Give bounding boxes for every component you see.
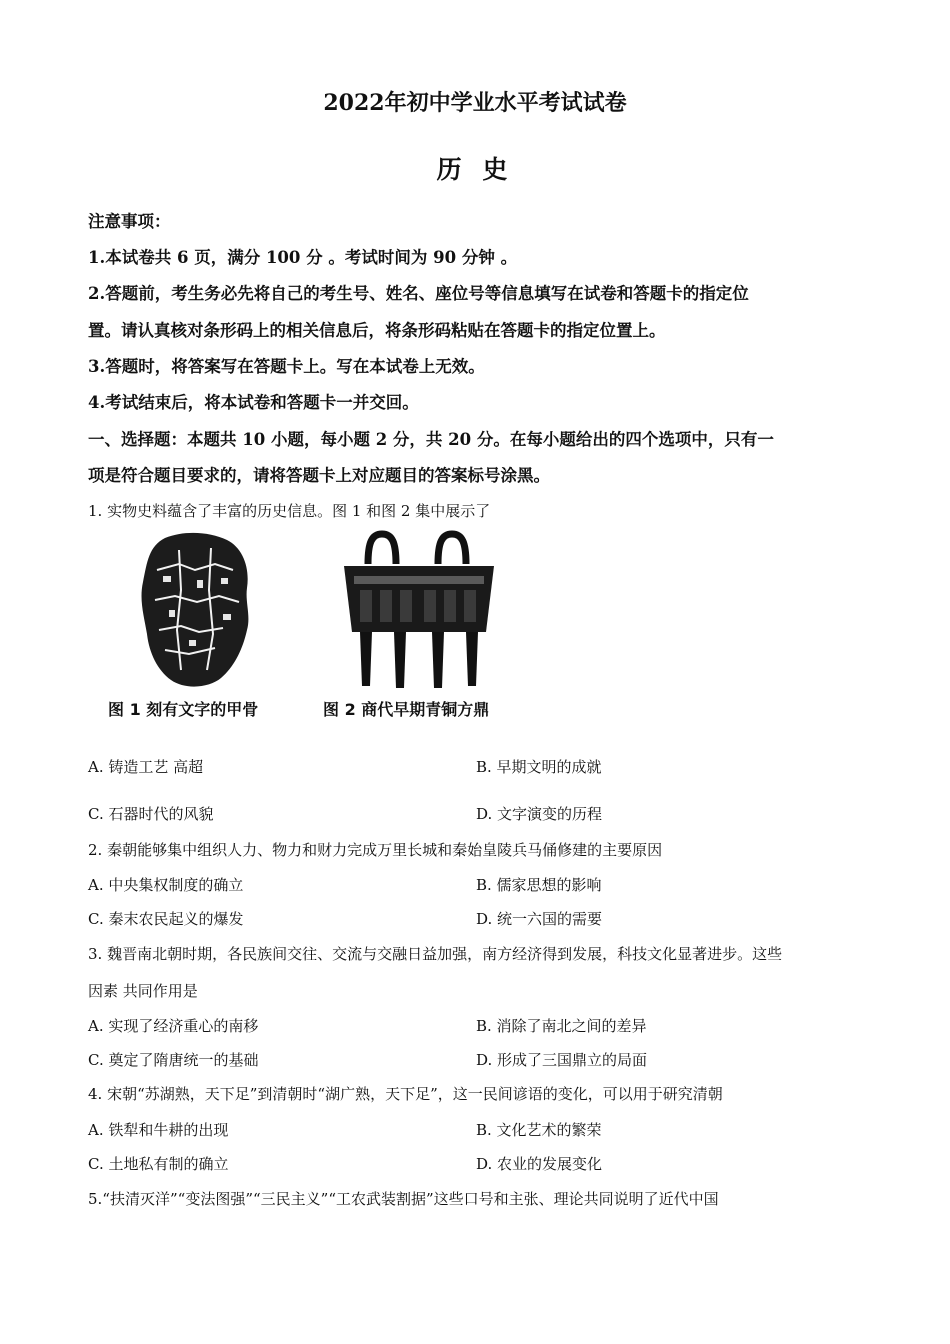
notice-item: 3.答题时，将答案写在答题卡上。写在本试卷上无效。 [88,357,485,376]
question-4-option-d[interactable]: D. 农业的发展变化 [476,1155,603,1173]
notice-item: 1.本试卷共 6 页，满分 100 分 。考试时间为 90 分钟 。 [88,248,518,267]
question-5-stem: 5.“扶清灭洋”“变法图强”“三民主义”“工农武装割据”这些口号和主张、理论共同说明了近代中国 [88,1190,719,1208]
question-1-option-b[interactable]: B. 早期文明的成就 [476,758,602,776]
question-3-option-b[interactable]: B. 消除了南北之间的差异 [476,1017,647,1035]
question-1-option-c[interactable]: C. 石器时代的风貌 [88,805,214,823]
question-1-option-a[interactable]: A. 铸造工艺 高超 [88,758,204,776]
question-2-stem: 2. 秦朝能够集中组织人力、物力和财力完成万里长城和秦始皇陵兵马俑修建的主要原因 [88,841,663,859]
question-3-stem: 因素 共同作用是 [88,982,198,1000]
figure-2-caption: 图 2 商代早期青铜方鼎 [323,700,490,719]
question-2-option-a[interactable]: A. 中央集权制度的确立 [88,876,244,894]
notice-item: 2.答题前，考生务必先将自己的考生号、姓名、座位号等信息填写在试卷和答题卡的指定位 [88,284,749,303]
question-3-stem: 3. 魏晋南北朝时期，各民族间交往、交流与交融日益加强，南方经济得到发展，科技文化显著进步。这些 [88,945,783,963]
notice-item: 4.考试结束后，将本试卷和答题卡一并交回。 [88,393,419,412]
question-2-option-c[interactable]: C. 秦末农民起义的爆发 [88,910,244,928]
bronze-ding-image [338,528,500,692]
question-1-option-d[interactable]: D. 文字演变的历程 [476,805,603,823]
question-2-option-d[interactable]: D. 统一六国的需要 [476,910,603,928]
notice-item: 置。请认真核对条形码上的相关信息后，将条形码粘贴在答题卡的指定位置上。 [88,321,666,340]
question-1-stem: 1. 实物史料蕴含了丰富的历史信息。图 1 和图 2 集中展示了 [88,502,491,520]
question-2-option-b[interactable]: B. 儒家思想的影响 [476,876,602,894]
oracle-bone-image [135,530,255,690]
exam-title: 2022年初中学业水平考试试卷 [323,90,627,116]
question-3-option-d[interactable]: D. 形成了三国鼎立的局面 [476,1051,648,1069]
section-instructions: 一、选择题：本题共 10 小题，每小题 2 分，共 20 分。在每小题给出的四个选项中，只有一 [88,430,774,449]
notice-heading: 注意事项： [88,212,171,231]
question-3-option-a[interactable]: A. 实现了经济重心的南移 [88,1017,259,1035]
section-instructions: 项是符合题目要求的，请将答题卡上对应题目的答案标号涂黑。 [88,466,550,485]
question-4-stem: 4. 宋朝“苏湖熟，天下足”到清朝时“湖广熟，天下足”，这一民间谚语的变化，可以用于研究清朝 [88,1085,723,1103]
question-4-option-a[interactable]: A. 铁犁和牛耕的出现 [88,1121,229,1139]
question-3-option-c[interactable]: C. 奠定了隋唐统一的基础 [88,1051,259,1069]
question-4-option-c[interactable]: C. 土地私有制的确立 [88,1155,229,1173]
exam-subject: 历 史 [436,155,514,184]
question-4-option-b[interactable]: B. 文化艺术的繁荣 [476,1121,602,1139]
figure-1-caption: 图 1 刻有文字的甲骨 [108,700,259,719]
